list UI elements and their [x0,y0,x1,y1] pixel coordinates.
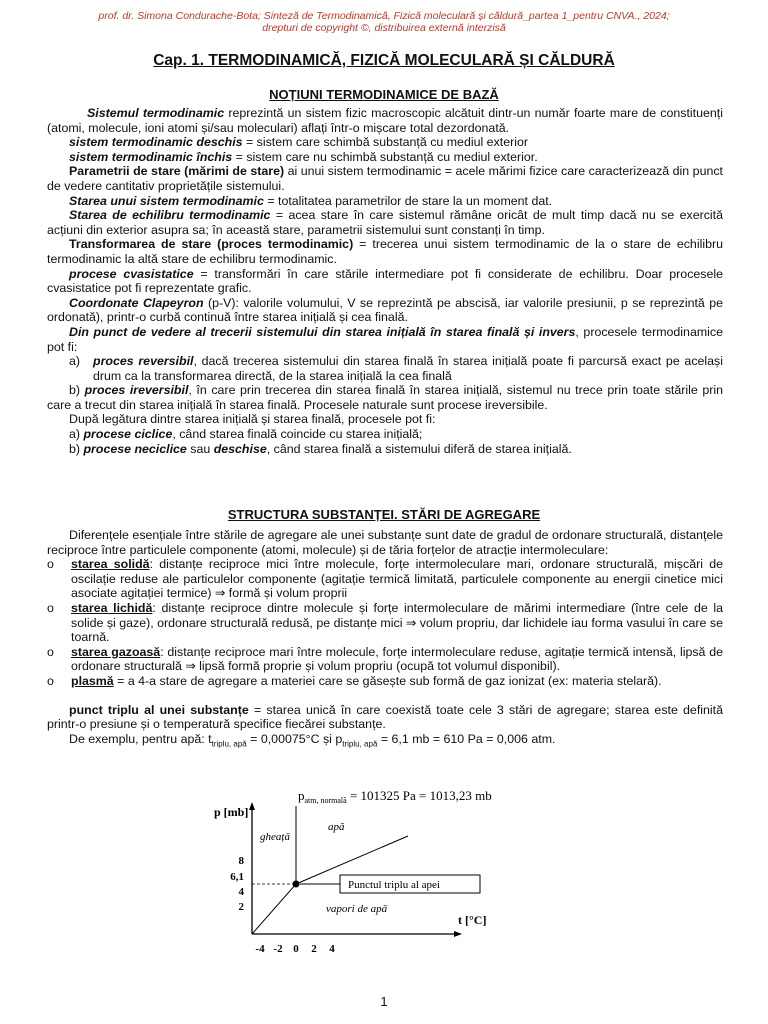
text: = 6,1 mb = 610 Pa = 0,006 atm. [377,731,556,746]
x-axis-arrow-icon [454,931,462,937]
y-axis-arrow-icon [249,802,255,810]
x-tick-labels [255,943,335,955]
phase-diagram [200,780,530,960]
text: ai unui sistem termodinamic = acele mărimi fizice care caracterizează din punct de vedere cantitativ proprietățile sistemului. [47,164,723,193]
term: plasmă [71,673,114,688]
term: Starea de echilibru termodinamic [69,208,271,223]
text: = totalitatea parametrilor de stare la un moment dat. [263,193,553,208]
y-tick-label: 2 [238,901,244,913]
x-tick-label: -4 [255,943,265,955]
term: proces reversibil [93,354,194,369]
term: procese cvasistatice [69,266,194,281]
paragraph [47,703,723,732]
text: , când starea finală a sistemului diferă de starea inițială. [266,441,572,456]
term: punct triplu al unei substanțe [69,702,249,717]
y-tick-label: 8 [238,855,244,867]
subscript: triplu, apă [211,739,247,749]
term: procese neciclice [83,441,187,456]
phase-diagram-figure [200,780,530,960]
paragraph: După legătura dintre starea inițială și starea finală, procesele pot fi: [69,412,436,427]
text: , dacă trecerea sistemului din starea finală în starea inițială poate fi parcursă exact pe același drum ca la transformarea directă, de la starea inițială la cea finală [93,354,724,383]
patm-label: $p_{atm, normală} = 101325$ Pa = 1013,23 mb [298,788,492,805]
term: Coordonate Clapeyron [69,295,204,310]
term: procese ciclice [83,427,173,442]
term: sistem termodinamic deschis [69,135,243,150]
triple-point-marker [293,881,300,888]
text: : distanțe reciproce mari între molecule, forțe intermoleculare reduse, agitație termică intensă, lipsă de ordonare structurală ⇒ lipsă formă proprie și volum propriu (ocupă tot volumul disponibil). [71,644,723,674]
bullet-icon: o [47,673,54,688]
text: , în care prin trecerea din starea finală în starea inițială, sistemul nu trece prin toate stările prin care a trecut din starea inițială în starea finală. Procesele naturale sunt procese ireversibile. [47,383,724,412]
x-tick-label: 0 [293,943,299,955]
term: starea lichidă [71,600,153,615]
text: De exemplu, pentru apă: t [69,731,212,746]
header-line-1: prof. dr. Simona Condurache-Bota; Sinteză de Termodinamică, Fizică moleculară și căldură_partea 1_pentru CNVA., 2024; [98,10,670,22]
bullet-icon: o [47,644,54,659]
text: sau [186,441,214,456]
paragraph [47,150,723,165]
list-text [71,674,723,689]
list-text [93,354,723,383]
term: starea solidă [71,557,150,572]
region-label-vapor: vapori de apă [326,903,388,915]
text: : distanțe reciproce dintre molecule și forțe intermoleculare de mărimi intermediare (între cele de la solide și gaze), ordonare structurală redusă, pe distanțe mici ⇒ volum propriu, dar lichidele iau forma vasului în care se toarnă. [71,600,724,645]
structure-section [47,528,723,752]
paragraph [47,427,723,442]
paragraph [47,194,723,209]
list-item [47,601,723,645]
x-tick-label: 2 [311,943,317,955]
paragraph [47,732,723,752]
term: sistem termodinamic închis [69,149,233,164]
list-text [71,601,723,645]
list-item [47,645,723,674]
page-number: 1 [380,994,388,1009]
section-title-structure: STRUCTURA SUBSTANȚEI. STĂRI DE AGREGARE [227,507,541,522]
paragraph [47,164,723,193]
list-text [71,645,723,674]
list-item [47,674,723,689]
term: proces ireversibil [84,383,189,398]
list-marker: b) [69,383,81,398]
list-item [47,354,723,383]
page-header [40,10,728,34]
paragraph [47,325,723,354]
paragraph [47,237,723,266]
paragraph [47,135,723,150]
y-tick-label: 6,1 [230,871,244,883]
list-marker: b) [69,441,81,456]
section-title-notions: NOȚIUNI TERMODINAMICE DE BAZĂ [269,87,499,102]
subscript: triplu, apă [342,739,378,749]
paragraph [47,296,723,325]
y-axis-label: p [mb] [214,805,249,819]
text: = starea unică în care coexistă toate cele 3 stări de agregare; starea este definită printr-o presiune și o temperatură specifice fiecărei substanțe. [47,702,723,732]
bullet-icon: o [47,557,54,572]
text: = sistem care schimbă substanță cu mediul exterior [242,135,528,150]
text: = trecerea unui sistem termodinamic de la o stare de echilibru termodinamic la altă stare de echilibru termodinamic. [47,237,723,266]
header-line-2: drepturi de copyright ©, distribuirea externă interzisă [262,22,506,34]
x-axis-label: t [°C] [458,913,487,927]
paragraph [47,383,723,412]
paragraph [47,267,723,296]
list-marker: a) [69,354,81,369]
bullet-icon: o [47,600,54,615]
region-label-ice: gheață [260,831,290,843]
paragraph [47,208,723,237]
text: = a 4-a stare de agregare a materiei care se găsește sub formă de gaz ionizat (ex: materia stelară). [113,673,662,688]
term: starea gazoasă [71,644,161,659]
paragraph: Diferențele esențiale între stările de agregare ale unei substanțe sunt date de gradul de ordonare structurală, distanțele reciproce între particulele componente (atomi, molecule) și de tăria forțelor de atracție intermoleculare: [47,528,723,557]
term: deschise [213,441,267,456]
text: reprezintă un sistem fizic macroscopic alcătuit dintr-un număr foarte mare de constituenți (atomi, molecule, ioni atomi și/sau moleculari) aflați într-o mișcare total dezordonată. [47,106,723,135]
text: = sistem care nu schimbă substanță cu mediul exterior. [232,149,538,164]
term: Starea unui sistem termodinamic [69,193,264,208]
text: = acea stare în care sistemul rămâne oricât de mult timp dacă nu se exercită acțiuni din exterior asupra sa; în această stare, parametrii sistemului sunt constanți în timp. [47,208,723,237]
y-tick-label: 4 [238,886,244,898]
chapter-title: Cap. 1. TERMODINAMICĂ, FIZICĂ MOLECULARĂ ȘI CĂLDURĂ [153,52,615,69]
y-tick-labels [230,855,244,913]
list-item [47,557,723,601]
text: , când starea finală coincide cu starea inițială; [172,427,423,442]
term: Transformarea de stare (proces termodinamic) [69,237,354,252]
text: : distanțe reciproce mici între molecule, forțe intermoleculare mari, ordonare structurală, mișcări de oscilație reduse ale particulelor componente (agitație termică limitată, particulele componente au energii cinetice mici asociate agitației termice) ⇒ formă și volum proprii [71,557,723,601]
notions-section [47,106,723,456]
list-text [71,557,723,601]
text: , procesele termodinamice pot fi: [47,324,723,354]
text: (p-V): valorile volumului, V se reprezintă pe abscisă, iar valorile presiunii, p se reprezintă pe ordonată), printr-o curbă continuă între starea inițială și cea finală. [47,295,723,325]
region-label-water: apă [328,821,345,833]
paragraph [47,106,723,135]
x-tick-label: 4 [329,943,335,955]
term: Parametrii de stare (mărimi de stare) [69,164,285,179]
term: Din punct de vedere al trecerii sistemului din starea inițială în starea finală și invers [69,324,576,339]
callout-label: Punctul triplu al apei [348,879,440,891]
text: = 0,00075°C și p [246,731,343,746]
paragraph [47,442,723,457]
sublimation-curve [252,884,296,934]
list-marker: a) [69,427,81,442]
text: = transformări în care stările intermediare pot fi considerate de echilibru. Doar procesele cvasistatice pot fi reprezentate grafic. [47,266,724,296]
x-tick-label: -2 [273,943,283,955]
term: Sistemul termodinamic [87,106,225,120]
